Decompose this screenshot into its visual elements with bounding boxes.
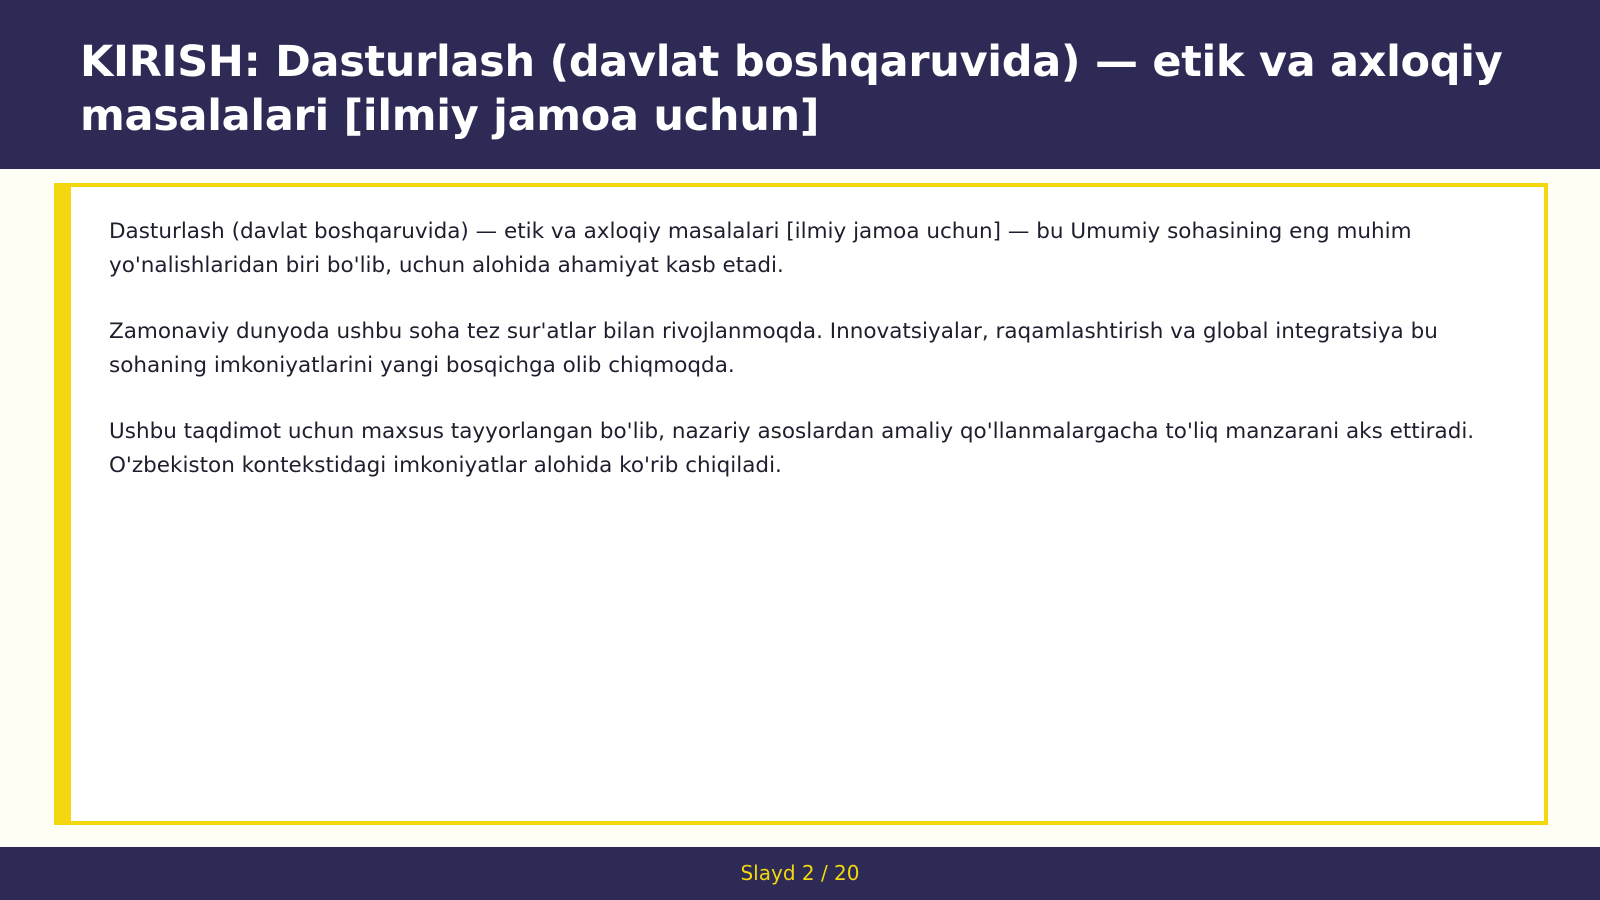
slide-footer [0,847,1600,900]
paragraph-3: Ushbu taqdimot uchun maxsus tayyorlangan bo'lib, nazariy asoslardan amaliy qo'llanmalargacha to'liq manzarani aks ettiradi. O'zbekiston kontekstidagi imkoniyatlar alohida ko'rib chiqiladi. [109,419,1475,478]
slide-title: KIRISH: Dasturlash (davlat boshqaruvida) — etik va axloqiy masalalari [ilmiy jamoa uchun] [80,37,1503,141]
paragraph-2: Zamonaviy dunyoda ushbu soha tez sur'atlar bilan rivojlanmoqda. Innovatsiyalar, raqamlashtirish va global integratsiya bu sohaning imkoniyatlarini yangi bosqichga olib chiqmoqda. [109,319,1438,378]
slide-number: Slayd 2 / 20 [740,861,860,885]
content-box [54,183,1548,825]
paragraph-1: Dasturlash (davlat boshqaruvida) — etik va axloqiy masalalari [ilmiy jamoa uchun] — bu Umumiy sohasining eng muhim yo'nalishlaridan biri bo'lib, uchun alohida ahamiyat kasb etadi. [109,219,1412,278]
body-text [109,215,1499,515]
slide-header [0,0,1600,169]
